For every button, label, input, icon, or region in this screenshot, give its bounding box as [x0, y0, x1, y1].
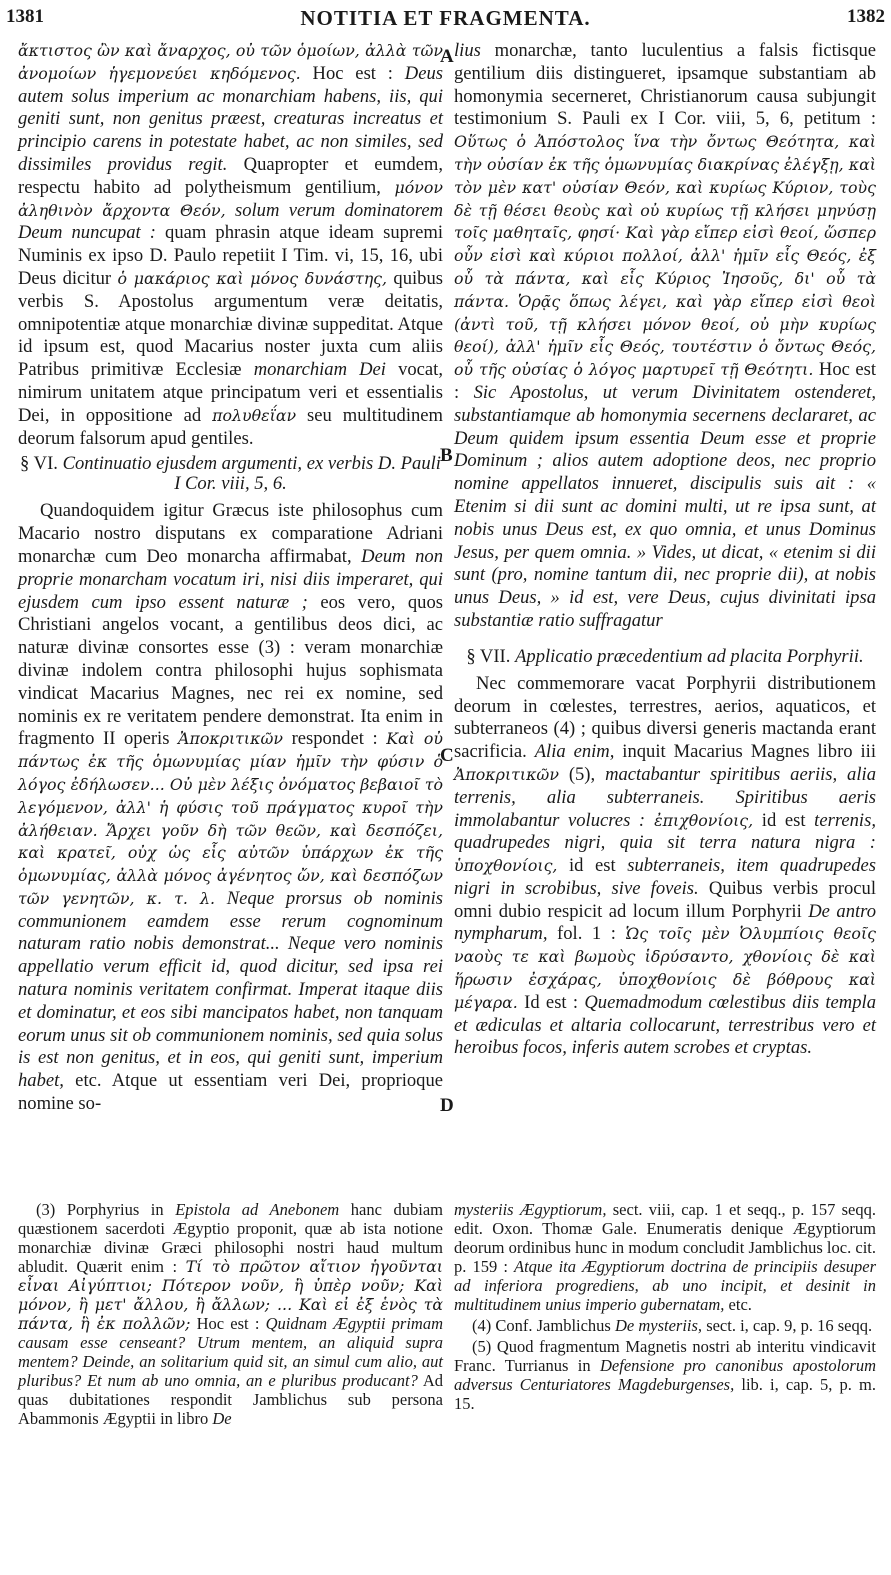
- italic-text: Alia enim,: [534, 741, 615, 763]
- margin-letter-d: D: [440, 1095, 454, 1116]
- body-text: Hoc est :: [454, 359, 876, 403]
- footnote: [454, 1316, 876, 1335]
- footnote: [18, 1200, 443, 1428]
- body-text: (5) Quod fragmentum Magnetis nostri ab interitu vindicavit Franc. Turrianus in: [454, 1337, 876, 1375]
- body-text: inquit Macarius Magnes libro iii: [614, 741, 876, 763]
- page-header: [0, 6, 891, 38]
- body-text: fol. 1 :: [547, 923, 626, 945]
- section-heading-vii: [454, 647, 876, 667]
- body-text: id est: [557, 855, 628, 877]
- footnote-label: (3): [36, 1200, 56, 1219]
- greek-text: ὑποχθονίοις,: [454, 856, 558, 876]
- body-text: etc.: [724, 1295, 752, 1314]
- section-title: Continuatio ejusdem argumenti, ex verbis D. Pauli I Cor. viii, 5, 6.: [62, 453, 441, 495]
- italic-text: Defensione pro canonibus apostolorum adversus Centuriatores Magdeburgenses,: [454, 1356, 876, 1394]
- body-text: Id est :: [517, 991, 585, 1013]
- italic-text: terrenis, quadrupedes nigri, quia sit terra natura nigra :: [454, 809, 876, 854]
- greek-text: ἐπιχθονίοις,: [645, 810, 754, 830]
- left-column: [18, 40, 443, 1116]
- greek-text: Ἀποκριτικῶν: [178, 729, 283, 749]
- greek-text: Τί τὸ πρῶτον αἴτιον ἡγοῦνται εἶναι Αἰγύπτιοι; Πότερον νοῦν, ἢ ὑπὲρ νοῦν; Καὶ μόνον, ἢ μετ' ἄλλου, ἢ ἄλλων; ... Καὶ εἰ ἐξ ἑνὸς τὰ πάντα, ἢ ἐκ πολλῶν;: [18, 1257, 443, 1333]
- page-number-left: 1381: [6, 6, 44, 27]
- body-text: Quibus verbis procul omni dubio respicit ad locum illum Porphyrii: [454, 877, 876, 922]
- italic-text: solum verum dominatorem Deum nuncupat :: [18, 199, 443, 244]
- italic-text: Sic Apostolus, ut verum Divinitatem ostenderet, substantiamque ab homonymia secernens declararet, ac Deum quidem ipsum essentia Deum esse et proprie Dominum ; alios autem adoptione deos, nec proprio nomine appellatos innueret, discipulis suis ait : « Etenim si dii sunt ac domini multi, ut re ipsa sunt, at nobis unus Deus est, ex quo omnia, et unus Dominus Jesus, per quem omnia. » Vides, ut dicat, « etenim si dii sunt (pro, nomine tantum dii, nec proprie dii), at nobis unus Deus, » id est, vere Deus, cujus divinitati ipsa substantiæ ratio suffragatur: [454, 381, 876, 631]
- body-text: Hoc est :: [190, 1314, 266, 1333]
- body-text: (4) Conf. Jamblichus: [472, 1316, 615, 1335]
- greek-text: ὁ μακάριος καὶ μόνος δυνάστης,: [117, 268, 388, 288]
- body-text: etc. Atque ut essentiam veri Dei, proprioque nomine so-: [18, 1070, 443, 1115]
- margin-letter-c: C: [440, 745, 454, 766]
- italic-text: Atque ita Ægyptiorum doctrina de principiis desuper ad inferiora progrediens, ab uno incipit, et desinit in multitudinem unius imperio gubernatam,: [454, 1257, 876, 1314]
- paragraph: [18, 40, 443, 450]
- paragraph: [18, 500, 443, 1116]
- body-text: Hoc est :: [300, 62, 405, 84]
- body-text: sect. viii, cap. 1 et seqq., p. 157 seqq. edit. Oxon. Thomæ Gale. Enumeratis denique Ægyptiorum deorum ordinibus hunc in modum concludit Jamblichus loc. cit. p. 159 :: [454, 1200, 876, 1276]
- running-title: NOTITIA ET FRAGMENTA.: [300, 6, 591, 30]
- body-text: Nec commemorare vacat Porphyrii distributionem deorum in cœlestes, terrestres, aerios, aquaticos, et subterraneos (4) ; quibus diversi generis mactanda erant sacrificia.: [454, 672, 876, 763]
- page-number-right: 1382: [847, 6, 885, 27]
- greek-text: Οὕτως ὁ Ἀπόστολος ἵνα τὴν ὄντως Θεότητα, καὶ τὴν οὐσίαν ἐκ τῆς ὁμωνυμίας διακρίνας ἐλέγξῃ, καὶ τὸν μὲν κατ' οὐσίαν Θεόν, καὶ κυρίως Κύριον, τοὺς δὲ τῇ θέσει θεοὺς καὶ οὐ κυρίως τῇ κλήσει μηνύσῃ τοῖς μαθηταῖς, φησί· Καὶ γὰρ εἴπερ εἰσὶ θεοί, ὥσπερ οὖν εἰσὶ καὶ κύριοι πολλοί, ἀλλ' ἡμῖν εἷς Θεός, ἐξ οὗ τὰ πάντα, καὶ εἷς Κύριος Ἰησοῦς, δι' οὗ τὰ πάντα. Ὁρᾷς ὅπως λέγει, καὶ γὰρ εἴπερ εἰσὶ θεοὶ (ἀντὶ τοῦ, τῇ κλήσει μόνον θεοί, οὐ μὴν κυρίως θεοί), ἀλλ' ἡμῖν εἷς Θεός, τουτέστιν ὁ ὄντως Θεός, οὗ τῆς οὐσίας ὁ λόγος μαρτυρεῖ τῇ Θεότητι.: [454, 132, 876, 380]
- body-text: respondet :: [282, 728, 387, 750]
- italic-text: monarchiam Dei: [253, 359, 386, 381]
- greek-text: ἄκτιστος ὢν καὶ ἄναρχος, οὐ τῶν ὁμοίων, ἀλλὰ τῶν ἀνομοίων ἡγεμονεύει κηδόμενος.: [18, 41, 443, 83]
- italic-text: Quidnam Ægyptii primam causam esse censeant? Utrum mentem, an aliquid supra mentem? Deinde, an solitarium quid sit, an simul cum alio, aut pluribus? Et num ab uno omnia, an e pluribus producant?: [18, 1314, 444, 1390]
- body-text: lib. i, cap. 5, p. m. 15.: [454, 1375, 877, 1413]
- paragraph: [454, 40, 876, 633]
- footnotes-right: [454, 1200, 876, 1415]
- margin-letter-a: A: [440, 46, 454, 67]
- greek-text: Καὶ οὐ πάντως ἐκ τῆς ὁμωνυμίας μίαν ἡμῖν τὴν φύσιν ὁ λόγος ἐδήλωσεν... Οὐ μὲν λέξις ὀνόματος βεβαιοῖ τὸ λεγόμενον, ἀλλ' ἡ φύσις τοῦ πράγματος κυροῖ τὴν ἀλήθειαν. Ἄρχει γοῦν δὴ τῶν θεῶν, καὶ δεσπόζει, καὶ κρατεῖ, οὐχ ὡς εἷς αὐτῶν ὑπάρχων ἐκ τῆς ὁμωνυμίας, ἀλλὰ μόνος ἀγένητος ὤν, καὶ δεσπόζων τῶν γενητῶν, κ. τ. λ.: [18, 729, 443, 908]
- body-text: Porphyrius in: [55, 1200, 176, 1219]
- greek-text: πολυθεΐαν: [212, 405, 297, 425]
- italic-text: Epistola ad Anebonem: [175, 1200, 340, 1219]
- footnotes-left: [18, 1200, 443, 1430]
- section-heading-vi: [18, 454, 443, 494]
- body-text: (5),: [558, 763, 606, 785]
- greek-text: Ὡς τοῖς μὲν Ὀλυμπίοις θεοῖς ναοὺς τε καὶ βωμοὺς ἱδρύσαντο, χθονίοις δὲ καὶ ἥρωσιν ἐσχάρας, ὑποχθονίοις δὲ βόθρους καὶ μέγαρα.: [454, 924, 876, 1012]
- right-column: [454, 40, 876, 1060]
- italic-text: De mysteriis,: [614, 1316, 703, 1335]
- italic-text: Quemadmodum cœlestibus diis templa et ædiculas et altaria collocarunt, terrestribus vero et heroibus focos, inferis autem scrobes et cryptas.: [454, 991, 876, 1059]
- section-number: § VI.: [20, 453, 58, 475]
- italic-text: Deus autem solus imperium ac monarchiam habens, iis, qui geniti sunt, non genitus præest, creaturas increatus et principio carens in potestate habet, ac non similes, sed dissimiles providus regit.: [18, 62, 443, 175]
- body-text: Quandoquidem igitur Græcus iste philosophus cum Macario nostro disputans ex comparatione Adriani monarchæ cum Deo monarcha affirmabat,: [18, 500, 443, 567]
- body-text: quibus verbis S. Apostolus argumentum veræ deitatis, omnipotentiæ atque monarchiæ divinæ suppeditat. Atque id ipsum est, quod Macarius noster juxta cum aliis Patribus primitivæ Ecclesiæ: [18, 267, 443, 381]
- body-text: sect. i, cap. 9, p. 16 seqq.: [702, 1316, 873, 1335]
- italic-text: mactabantur spiritibus aeriis, alia terrenis, alia subterraneis. Spiritibus aeris immolabantur volucres :: [454, 763, 876, 831]
- italic-text: De: [212, 1409, 232, 1428]
- italic-text: mysteriis Ægyptiorum,: [454, 1200, 607, 1219]
- body-text: vocat, nimirum unitatem atque principatum veri et essentialis Dei, in oppositione ad: [18, 359, 443, 426]
- body-text: hanc dubiam quæstionem sacerdoti Ægyptio proponit, quæ ab ista notione monarchiæ divinæ Græci philosophi nostri haud multum abludit. Quærit enim :: [18, 1200, 443, 1276]
- margin-letter-b: B: [440, 445, 453, 466]
- body-text: Ad quas dubitationes respondit Jamblichus sub persona Abammonis Ægyptii in libro: [18, 1371, 443, 1428]
- footnote-continuation: [454, 1200, 876, 1314]
- greek-text: Ἀποκριτικῶν: [454, 764, 559, 784]
- body-text: id est: [753, 809, 815, 831]
- italic-text: Deum non proprie monarcham vocatum iri, nisi diis imperaret, qui ejusdem cum ipso essent naturæ ;: [18, 545, 443, 613]
- body-text: Quapropter et eumdem, respectu habito ad polytheismum gentilium,: [18, 153, 443, 198]
- italic-text: lius: [454, 40, 481, 61]
- paragraph: [454, 673, 876, 1061]
- section-number: § VII.: [466, 645, 511, 667]
- body-text: monarchæ, tanto luculentius a falsis fictisque gentilium diis distingueret, ipsamque substantiam ab homonymia secerneret, Christianorum causa subjungit testimonium S. Pauli ex I Cor. viii, 5, 6, petitum :: [454, 40, 876, 130]
- greek-text: μόνον ἀληθινὸν ἄρχοντα Θεόν,: [18, 177, 443, 220]
- section-title: Applicatio præcedentium ad placita Porphyrii.: [515, 645, 864, 667]
- body-text: seu multitudinem deorum falsorum apud gentiles.: [18, 404, 443, 449]
- italic-text: Neque prorsus ob nominis communionem eamdem esse rerum cognominum naturam ratio nobis demonstrat... Neque vero nominis appellatio verum efficit id, quod dicitur, sed ipsa rei natura nominis veritatem confirmat. Imperat itaque diis et dominatur, et eos sibi mancipatos habet, non tanquam eorum unus sit ob communionem nominis, sed quia solus is est non genitus, et in eos, qui geniti sunt, imperium habet,: [18, 887, 443, 1092]
- body-text: quam phrasin atque ideam supremi Numinis ex ipso D. Paulo repetiit I Tim. vi, 15, 16, ubi Deus dicitur: [18, 222, 443, 289]
- footnote: [454, 1337, 876, 1413]
- italic-text: De antro nympharum,: [454, 900, 877, 945]
- body-text: eos vero, quos Christiani angelos vocant, a gentilibus deos dici, ac naturæ divinæ consortes esse (3) : veram monarchiæ divinæ indolem contra philosophi hujus sophismata vindicat Macarius Magnes, nec rei ex nomine, sed nominis ex re veritatem pendere demonstrat. Ita enim in fragmento II operis: [18, 591, 443, 750]
- italic-text: subterraneis, item quadrupedes nigri in scrobibus, sive foveis.: [454, 855, 876, 899]
